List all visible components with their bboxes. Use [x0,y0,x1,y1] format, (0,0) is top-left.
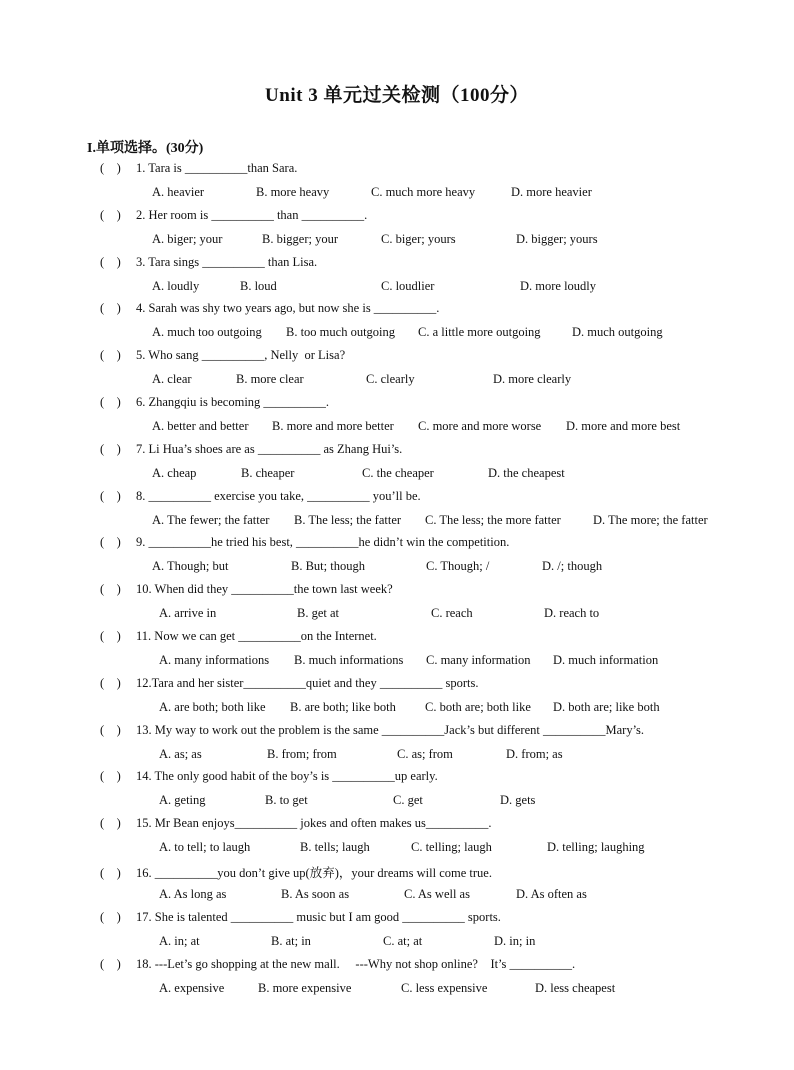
question-stem [100,442,402,457]
answer-blank: ( ) [100,301,121,316]
option-c: C. clearly [366,372,415,387]
option-b: B. But; though [291,559,365,574]
option-c: C. less expensive [401,980,488,995]
question-stem [100,863,492,881]
option-b: B. As soon as [281,887,350,901]
option-a: A. arrive in [159,606,217,621]
option-a: A. cheap [152,465,197,480]
option-a: A. many informations [159,653,270,667]
option-d: D. more heavier [511,185,592,199]
answer-blank: ( ) [100,535,121,550]
question-text: 4. Sarah was shy two years ago, but now she is __________. [136,301,440,316]
question-text: 5. Who sang __________, Nelly or Lisa? [136,348,346,363]
answer-blank: ( ) [100,207,121,222]
option-d: D. much information [553,653,659,667]
option-c: C. Though; / [426,559,490,574]
question-stem [100,535,509,550]
option-b: B. more expensive [258,980,352,995]
question-text: 11. Now we can get __________on the Internet. [136,629,377,643]
option-b: B. tells; laugh [300,840,370,855]
option-d: D. both are; like both [553,699,660,714]
option-d: D. in; in [494,933,536,948]
option-a: A. better and better [152,419,249,433]
question-stem [100,582,393,597]
answer-blank: ( ) [100,956,121,971]
option-d: D. much outgoing [572,325,663,340]
option-d: D. the cheapest [488,465,565,480]
question-text: 7. Li Hua’s shoes are as __________ as Zhang Hui’s. [136,441,403,456]
option-c: C. at; at [383,933,423,948]
option-c: C. both are; both like [425,699,531,714]
question-stem [100,301,439,316]
option-a: A. in; at [159,933,200,948]
option-a: A. loudly [152,278,200,293]
option-b: B. much informations [294,653,404,667]
question-text: 3. Tara sings __________ than Lisa. [136,254,318,269]
question-stem [100,161,297,176]
answer-blank: ( ) [100,582,121,597]
option-b: B. cheaper [241,465,295,480]
question-text: 15. Mr Bean enjoys__________ jokes and often makes us__________. [136,816,492,831]
page-title: Unit 3 单元过关检测（100分） [265,85,529,106]
question-text: 1. Tara is __________than Sara. [136,161,298,175]
option-b: B. loud [240,278,277,293]
option-a: A. expensive [159,980,225,995]
section-heading: I.单项选择。(30分) [87,141,204,156]
option-a: A. much too outgoing [152,325,262,340]
option-d: D. /; though [542,559,603,574]
answer-blank: ( ) [100,816,121,831]
option-b: B. at; in [271,933,311,948]
option-c: C. As well as [404,887,470,901]
option-d: D. from; as [506,746,563,761]
answer-blank: ( ) [100,629,121,643]
answer-blank: ( ) [100,161,121,175]
question-text: 13. My way to work out the problem is the same __________Jack’s but different __________Mary’s. [136,722,645,737]
answer-blank: ( ) [100,348,121,363]
question-stem [100,723,644,738]
option-d: D. As often as [516,887,587,901]
question-stem [100,957,575,972]
answer-blank: ( ) [100,395,121,409]
option-c: C. get [393,793,423,808]
option-b: B. are both; like both [290,699,396,714]
option-b: B. The less; the fatter [294,512,402,527]
option-b: B. more clear [236,372,304,387]
option-a: A. heavier [152,185,205,199]
question-stem [100,676,478,691]
option-b: B. from; from [267,746,337,761]
option-a: A. As long as [159,887,227,901]
option-d: D. gets [500,793,536,808]
option-d: D. telling; laughing [547,840,645,855]
option-a: A. as; as [159,746,202,761]
option-c: C. more and more worse [418,419,542,433]
question-stem [100,769,438,784]
option-a: A. biger; your [152,231,223,246]
answer-blank: ( ) [100,909,121,924]
question-stem [100,348,345,363]
question-stem [100,208,367,223]
option-c: C. many information [426,653,531,667]
option-c: C. the cheaper [362,465,434,480]
option-d: D. more and more best [566,419,681,433]
option-b: B. get at [297,606,340,621]
question-stem [100,910,501,925]
option-d: D. more loudly [520,278,597,293]
option-c: C. telling; laugh [411,840,492,855]
question-text: 18. ---Let’s go shopping at the new mall. ---Why not shop online? It’s __________. [136,956,576,971]
answer-blank: ( ) [100,722,121,737]
option-c: C. as; from [397,746,453,761]
option-b: B. to get [265,793,308,808]
question-text: 17. She is talented __________ music but I am good __________ sports. [136,909,501,924]
answer-blank: ( ) [100,675,121,690]
question-stem [100,629,377,644]
option-d: D. bigger; yours [516,231,598,246]
option-d: D. more clearly [493,372,572,387]
option-c: C. The less; the more fatter [425,512,561,527]
question-stem [100,255,317,270]
question-text: 8. __________ exercise you take, __________ you’ll be. [136,488,421,503]
question-text: 9. __________he tried his best, __________he didn’t win the competition. [136,535,510,550]
question-text: 2. Her room is __________ than __________. [136,207,368,222]
answer-blank: ( ) [100,866,121,880]
option-c: C. a little more outgoing [418,325,541,340]
option-a: A. to tell; to laugh [159,840,251,855]
option-a: A. The fewer; the fatter [152,512,270,527]
option-b: B. too much outgoing [286,325,396,340]
option-c: C. loudlier [381,278,435,293]
option-c: C. biger; yours [381,231,456,246]
question-stem [100,489,421,504]
option-a: A. Though; but [152,559,229,574]
option-a: A. clear [152,372,192,387]
answer-blank: ( ) [100,254,121,269]
option-a: A. geting [159,793,206,808]
option-d: D. reach to [544,606,600,621]
answer-blank: ( ) [100,488,121,503]
answer-blank: ( ) [100,441,121,456]
question-text: 12.Tara and her sister__________quiet and they __________ sports. [136,675,479,690]
question-stem [100,395,329,410]
option-b: B. more heavy [256,185,330,199]
option-a: A. are both; both like [159,699,266,714]
question-text: 14. The only good habit of the boy’s is __________up early. [136,769,438,784]
option-c: C. much more heavy [371,185,476,199]
question-text: 16. __________you don’t give up(放弃)，your dreams will come true. [136,866,492,880]
option-b: B. more and more better [272,419,394,433]
answer-blank: ( ) [100,769,121,784]
option-d: D. The more; the fatter [593,512,708,527]
option-b: B. bigger; your [262,231,339,246]
question-text: 10. When did they __________the town last week? [136,582,393,597]
question-stem [100,816,492,831]
option-d: D. less cheapest [535,980,616,995]
question-text: 6. Zhangqiu is becoming __________. [136,395,330,409]
option-c: C. reach [431,606,473,621]
